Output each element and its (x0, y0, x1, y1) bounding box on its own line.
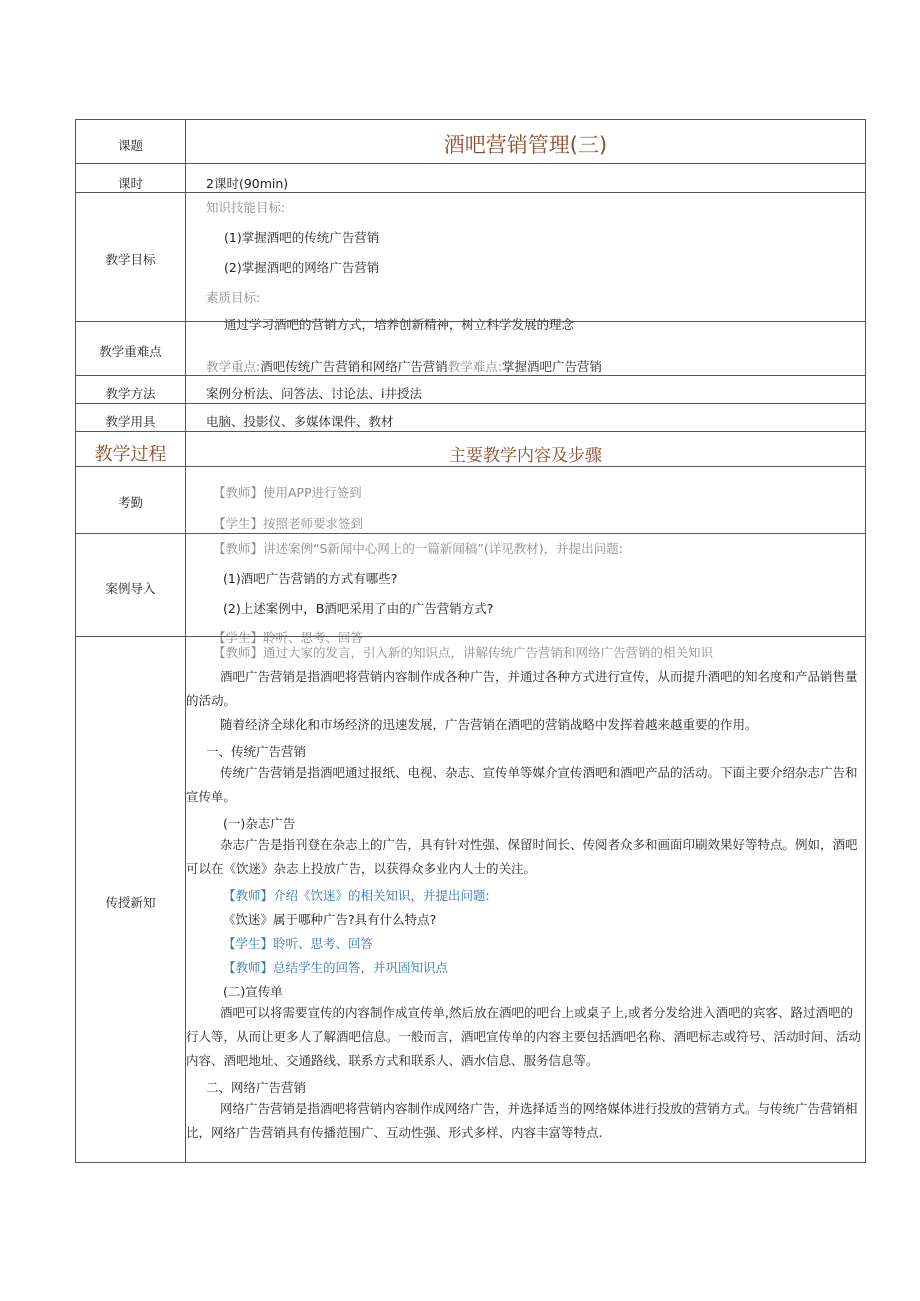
paragraph: 酒吧广告营销是指酒吧将营销内容制作成各种广告，并通过各种方式进行宣传，从而提升酒吧的知名度和产品销售量的活动。 (186, 669, 858, 708)
teacher-activity: 【教师】总结学生的回答，并巩固知识点 (223, 960, 449, 975)
difficult-label: 教学难点: (447, 359, 502, 374)
subsection-heading: (二)宣传单 (223, 984, 283, 999)
row-divider (76, 321, 865, 322)
lesson-title: 酒吧营销管理(三) (443, 133, 608, 157)
row-divider (76, 163, 865, 164)
new-knowledge-label: 传授新知 (105, 895, 156, 910)
case-question: (1)酒吧广告营销的方式有哪些? (223, 571, 398, 586)
tools-label: 教学用具 (105, 414, 156, 429)
section-heading: 二、网络广告营销 (206, 1080, 307, 1095)
tools-value: 电脑、投影仪、多媒体课件、教材 (206, 414, 394, 429)
topic-cell (186, 120, 865, 162)
section-heading: 一、传统广告营销 (206, 744, 307, 759)
row-divider (76, 431, 865, 432)
new-knowledge-cell (186, 637, 865, 1162)
methods-value: 案例分析法、问答法、讨论法、i井授法 (206, 386, 422, 401)
teacher-intro: 【教师】通过大家的发言，引入新的知识点，讲解传统广告营销和网络广告营销的相关知识 (213, 645, 714, 660)
attendance-teacher: 【教师】使用APP进行签到 (213, 485, 362, 500)
difficult-value: 掌握酒吧广告营销 (501, 359, 602, 374)
paragraph: 酒吧可以将需要宣传的内容制作成宣传单,然后放在酒吧的吧台上或桌子上,或者分发给进入酒吧的宾客、路过酒吧的行人等，从而让更多人了解酒吧信息。一般而言，酒吧宣传单的内容主要包括酒吧名称、酒吧标志或符号、活动时间、活动内容、酒吧地址、交通路线、联系方式和联系人、酒水信息、服务信息等。 (186, 1005, 862, 1068)
student-activity: 【学生】聆听、思考、回答 (223, 936, 374, 951)
case-intro-cell (186, 534, 865, 645)
quality-heading: 素质目标: (206, 290, 261, 305)
teacher-activity: 【教师】介绍《饮迷》的相关知识，并提出问题: (223, 888, 490, 903)
hours-value: 2课时(90min) (206, 176, 289, 191)
lesson-plan-table (75, 119, 866, 1163)
hours-label: 课时 (117, 176, 143, 191)
question-text: 《饮迷》属于哪种广告?具有什么特点? (223, 912, 437, 927)
row-divider (76, 375, 865, 376)
subsection-heading: (一)杂志广告 (223, 816, 296, 831)
case-teacher: 【教师】讲述案例“S新闻中心网上的一篇新闻稿”(详见教材)，并提出问题: (213, 541, 623, 556)
case-student-clipped: 【学生】聆听、思考、回答 (213, 630, 364, 645)
paragraph: 随着经济全球化和市场经济的迅速发展，广告营销在酒吧的营销战略中发挥着越来越重要的作用。 (220, 717, 758, 732)
paragraph: 杂志广告是指刊登在杂志上的广告，具有针对性强、保留时间长、传阅者众多和画面印刷效果好等特点。例如，酒吧可以在《饮迷》杂志上投放广告，以获得众多业内人士的关注。 (186, 837, 858, 876)
attendance-label: 考勤 (117, 495, 143, 510)
case-question: (2)上述案例中，B酒吧采用了由的广告营销方式? (223, 601, 494, 616)
objective-item: (2)掌握酒吧的网络广告营销 (224, 260, 380, 275)
knowledge-heading: 知识技能目标: (206, 200, 286, 215)
methods-label: 教学方法 (105, 386, 156, 401)
quality-text-clipped: 通过学习酒吧的营销方式，培养创新精神，树立科学发展的理念 (224, 317, 575, 332)
row-divider (76, 466, 865, 467)
topic-label: 课题 (117, 138, 143, 153)
process-header-right: 主要教学内容及步骤 (449, 446, 602, 466)
paragraph: 网络广告营销是指酒吧将营销内容制作成网络广告，并选择适当的网络媒体进行投放的营销方式。与传统广告营销相比，网络广告营销具有传播范围广、互动性强、形式多样、内容丰富等特点. (186, 1101, 858, 1140)
process-header-left: 教学过程 (94, 444, 167, 465)
objectives-cell (186, 193, 865, 332)
key-value: 酒吧传统广告营销和网络广告营销 (260, 359, 448, 374)
paragraph: 传统广告营销是指酒吧通过报纸、电视、杂志、宣传单等媒介宣传酒吧和酒吧产品的活动。下面主要介绍杂志广告和宣传单。 (186, 765, 858, 804)
key-points-line (206, 357, 602, 375)
case-intro-label: 案例导入 (105, 581, 156, 596)
objective-item: (1)掌握酒吧的传统广告营销 (224, 230, 380, 245)
key-label: 教学重点: (206, 359, 261, 374)
row-divider (76, 403, 865, 404)
key-points-label: 教学重难点 (99, 344, 162, 359)
attendance-student: 【学生】按照老师要求签到 (213, 516, 364, 531)
objectives-label: 教学目标 (105, 252, 156, 267)
